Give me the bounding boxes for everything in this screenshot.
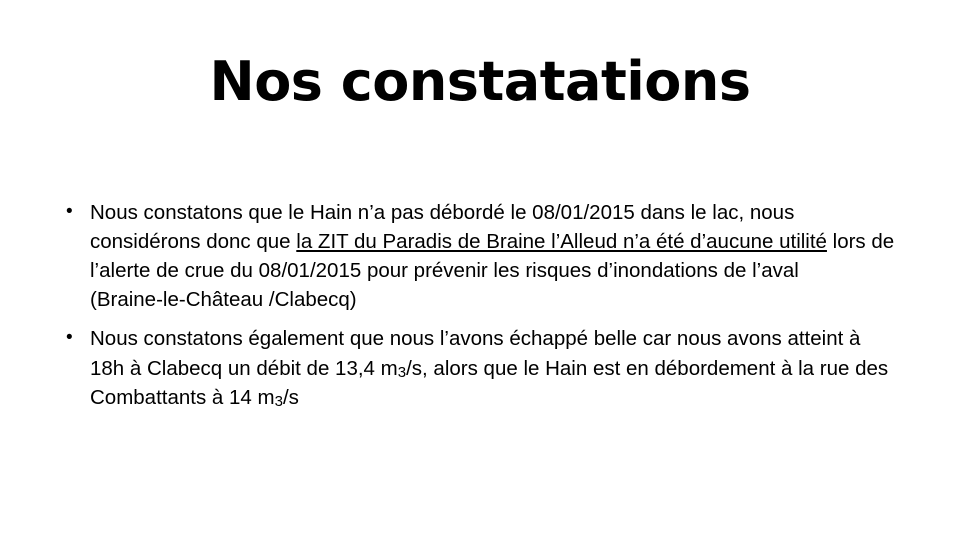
text-run: /s	[282, 385, 299, 409]
text-run: Nous constatons que le Hain n’a pas débordé le 08/01/2015 dans le lac, nous considérons donc que	[90, 201, 795, 254]
page-title: Nos constatations	[209, 50, 751, 113]
list-item-text	[90, 324, 896, 411]
text-run: lors de l’alerte de crue du 08/01/2015 pour prévenir les risques d’inondations de l’aval	[90, 230, 895, 283]
content-body	[66, 198, 896, 422]
bullet-icon: •	[66, 201, 73, 222]
bullet-icon: •	[66, 327, 73, 349]
underlined-text: la ZIT du Paradis de Braine l’Alleud n’a été d’aucune utilité	[296, 230, 827, 254]
text-run: (Braine-le-Château /Clabecq)	[90, 288, 357, 312]
list-item-text	[90, 198, 896, 314]
text-run: Nous constatons également que nous l’avons échappé belle car nous avons atteint à 18h à Clabecq un débit de 13,4 m	[90, 327, 861, 380]
text-run: /s, alors que le Hain est en débordement à la rue des Combattants à 14 m	[90, 356, 889, 409]
subscript-text: 3	[397, 363, 407, 381]
list-item	[66, 198, 896, 314]
list-item	[66, 324, 896, 411]
subscript-text: 3	[274, 392, 283, 410]
